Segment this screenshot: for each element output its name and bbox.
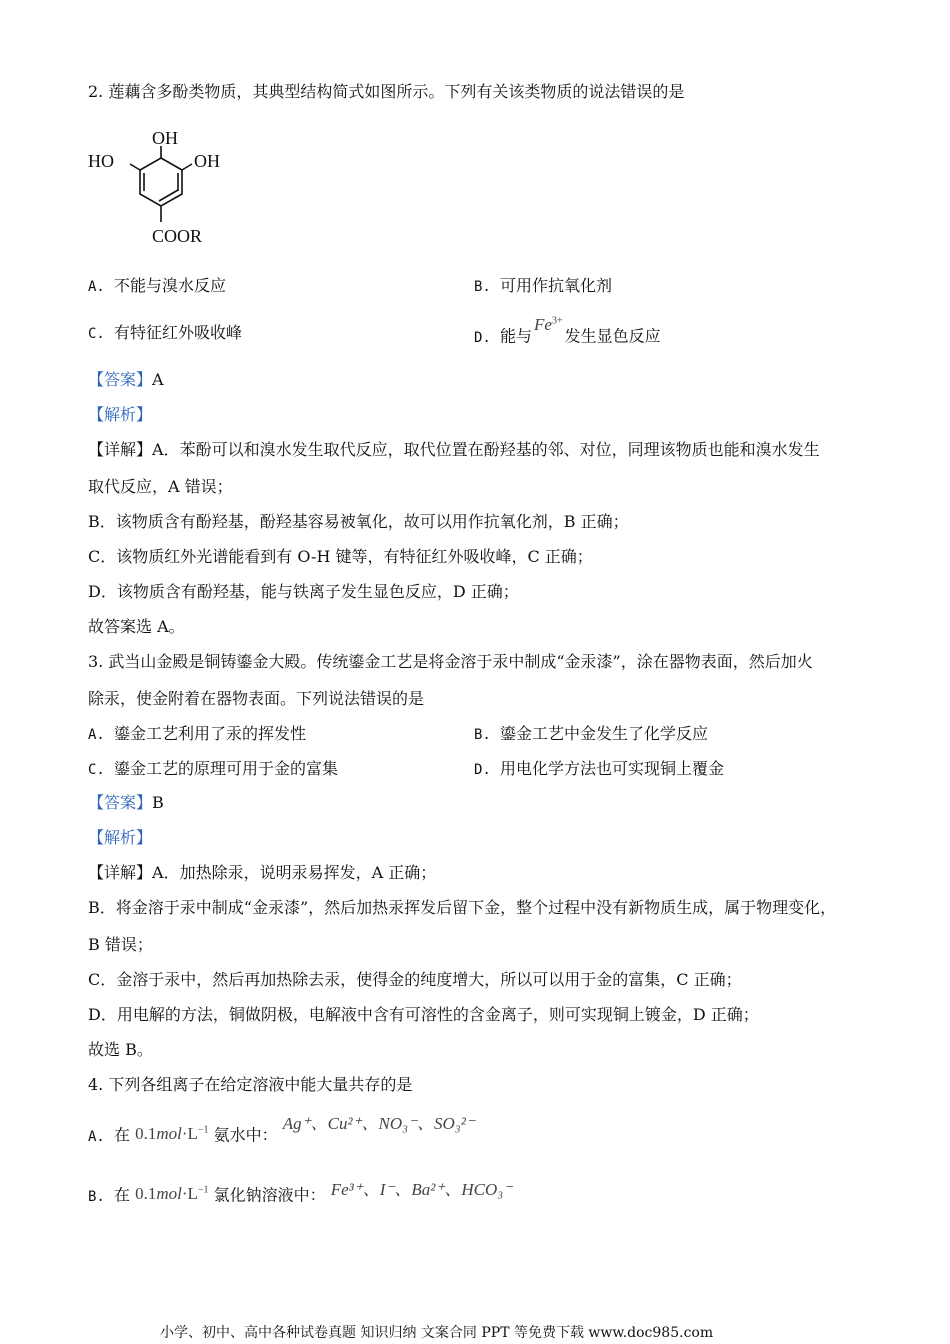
answer-value: A [152, 370, 164, 389]
q2-analysis-tag: 【解析】 [88, 405, 153, 424]
q2-option-b [474, 276, 612, 297]
solvent-label: 氯化钠溶液中： [213, 1185, 326, 1205]
q4-option-a [88, 1113, 475, 1147]
q3-option-a [88, 724, 306, 745]
q3-detail-line-4: C．金溶于汞中，然后再加热除去汞，使得金的纯度增大，所以可以用于金的富集，C 正确； [88, 970, 742, 989]
option-key: B. [474, 727, 491, 743]
option-text: 鎏金工艺的原理可用于金的富集 [114, 759, 339, 778]
q3-detail-line-1: 【详解】A．加热除汞，说明汞易挥发，A 正确； [88, 863, 437, 882]
q2-stem: 2. 莲藕含多酚类物质，其典型结构简式如图所示。下列有关该类物质的说法错误的是 [88, 82, 685, 101]
option-key: C. [88, 326, 105, 342]
option-text: 用电化学方法也可实现铜上覆金 [500, 759, 725, 778]
answer-value: B [152, 793, 164, 812]
q3-detail-line-3: B 错误； [88, 935, 153, 954]
option-key: C. [88, 762, 105, 778]
q2-option-d [474, 314, 661, 348]
coor-label: COOR [152, 226, 203, 246]
option-key: D. [474, 329, 491, 346]
oh-top-label: OH [152, 128, 178, 148]
q2-detail-line-3: B．该物质含有酚羟基，酚羟基容易被氧化，故可以用作抗氧化剂，B 正确； [88, 512, 629, 531]
option-text: 有特征红外吸收峰 [114, 323, 243, 342]
q4-stem: 4. 下列各组离子在给定溶液中能大量共存的是 [88, 1075, 413, 1094]
q3-conclusion: 故选 B。 [88, 1040, 153, 1059]
option-text: 可用作抗氧化剂 [500, 276, 613, 295]
q3-detail-line-2: B．将金溶于汞中制成“金汞漆”，然后加热汞挥发后留下金，整个过程中没有新物质生成，属于物理变化， [88, 898, 837, 917]
q3-stem-line-1: 3. 武当山金殿是铜铸鎏金大殿。传统鎏金工艺是将金溶于汞中制成“金汞漆”，涂在器物表面，然后加火 [88, 652, 813, 671]
option-key: A. [88, 279, 105, 295]
q3-option-b [474, 724, 708, 745]
q4-option-b [88, 1179, 513, 1207]
polyphenol-structure [86, 124, 236, 258]
option-text: 不能与溴水反应 [114, 276, 227, 295]
answer-tag: 【答案】 [88, 370, 153, 389]
q2-option-c [88, 323, 242, 344]
page-footer[interactable]: 小学、初中、高中各种试卷真题 知识归纳 文案合同 PPT 等免费下载 www.doc985.com [160, 1325, 714, 1341]
option-text: 鎏金工艺中金发生了化学反应 [500, 724, 709, 743]
oh-right-label: OH [194, 151, 220, 171]
q2-detail-line-1: 【详解】A．苯酚可以和溴水发生取代反应，取代位置在酚羟基的邻、对位，同理该物质也能和溴水发生 [88, 440, 820, 459]
benzene-ring-diagram [86, 124, 236, 254]
concentration: $0.1mol\cdot L^{-1}$ [135, 1123, 209, 1143]
detail-tag: 【详解】 [88, 440, 153, 459]
detail-tag: 【详解】 [88, 863, 153, 882]
option-key: D. [474, 762, 491, 778]
answer-tag: 【答案】 [88, 793, 153, 812]
q3-answer [88, 793, 164, 813]
q3-option-c [88, 759, 338, 780]
ion-list: Fe³⁺、I⁻、Ba²⁺、HCO₃⁻ [330, 1179, 513, 1199]
ho-left-label: HO [88, 151, 114, 171]
option-key: B. [474, 279, 491, 295]
option-pre: 能与 [500, 326, 533, 346]
q3-option-d [474, 759, 724, 780]
option-pre: 在 [114, 1185, 131, 1205]
q2-detail-line-2: 取代反应，A 错误； [88, 477, 233, 496]
q2-detail-line-4: C．该物质红外光谱能看到有 O-H 键等，有特征红外吸收峰，C 正确； [88, 547, 593, 566]
solvent-label: 氨水中： [213, 1125, 278, 1145]
concentration: $0.1mol\cdot L^{-1}$ [135, 1183, 209, 1203]
option-post: 发生显色反应 [564, 326, 661, 346]
q2-conclusion: 故答案选 A。 [88, 617, 185, 636]
q3-stem-line-2: 除汞，使金附着在器物表面。下列说法错误的是 [88, 689, 425, 708]
q2-answer [88, 370, 164, 390]
option-key: B. [88, 1188, 105, 1205]
fe3-ion: $Fe^{3+}$ [534, 314, 563, 334]
option-key: A. [88, 727, 105, 743]
q2-detail-line-5: D．该物质含有酚羟基，能与铁离子发生显色反应，D 正确； [88, 582, 519, 601]
q3-detail-line-5: D．用电解的方法，铜做阴极，电解液中含有可溶性的含金离子，则可实现铜上镀金，D 正确； [88, 1005, 759, 1024]
ion-list: Ag⁺、Cu²⁺、NO₃⁻、SO₃²⁻ [282, 1113, 475, 1133]
option-key: A. [88, 1128, 105, 1145]
option-pre: 在 [114, 1125, 131, 1145]
q3-analysis-tag: 【解析】 [88, 828, 153, 847]
option-text: 鎏金工艺利用了汞的挥发性 [114, 724, 307, 743]
q2-option-a [88, 276, 226, 297]
